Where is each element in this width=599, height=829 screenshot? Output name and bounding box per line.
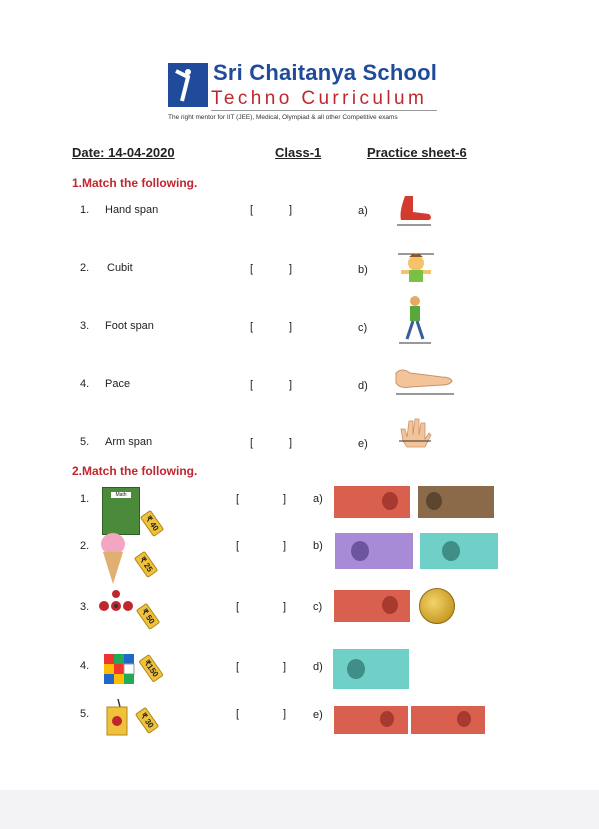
walking-boy-icon (395, 293, 435, 349)
s1-option-letter: b) (358, 264, 368, 276)
s1-item-label: Foot span (105, 320, 154, 332)
bracket-open: [ (236, 661, 240, 673)
section2-title: 2.Match the following. (72, 464, 198, 478)
tagline: The right mentor for IIT (JEE), Medical, Olympiad & all other Competitive exams (168, 114, 398, 121)
bracket-close: ] (289, 321, 293, 333)
header-divider (211, 110, 437, 111)
bracket-close: ] (289, 379, 293, 391)
s1-item-label: Cubit (107, 262, 133, 274)
price-tag: ₹ 40 (140, 510, 165, 537)
rs10-note (418, 486, 494, 518)
juice-box-icon (104, 697, 130, 737)
rs20-note (334, 486, 410, 518)
bracket-close: ] (283, 601, 287, 613)
rs50-note (333, 649, 409, 689)
rs5-coin (419, 588, 455, 624)
s2-option-letter: e) (313, 709, 323, 721)
s1-option-letter: e) (358, 438, 368, 450)
price-tag: ₹ 25 (134, 551, 159, 578)
s2-item-number: 2. (80, 540, 90, 552)
s1-item-number: 1. (80, 204, 90, 216)
s1-option-letter: d) (358, 380, 368, 392)
school-name: Sri Chaitanya School (213, 60, 438, 85)
price-tag: ₹ 30 (135, 707, 160, 734)
class-heading: Class-1 (275, 145, 322, 160)
s2-item-number: 5. (80, 708, 90, 720)
bracket-open: [ (250, 321, 254, 333)
bracket-open: [ (250, 204, 254, 216)
bracket-open: [ (250, 263, 254, 275)
rs100-note (335, 533, 413, 569)
foot-icon (395, 192, 435, 228)
hand-icon (395, 415, 435, 451)
sheet-heading: Practice sheet-6 (367, 145, 467, 160)
fidget-spinner-icon (98, 590, 134, 622)
price-tag: ₹150 (138, 654, 164, 683)
s1-option-letter: c) (358, 322, 368, 334)
book-label: Math (111, 492, 131, 498)
rubiks-cube-icon (100, 646, 140, 686)
s2-option-letter: b) (313, 540, 323, 552)
bracket-close: ] (289, 204, 293, 216)
bracket-open: [ (236, 708, 240, 720)
bracket-close: ] (283, 493, 287, 505)
bracket-open: [ (236, 601, 240, 613)
s1-item-label: Arm span (105, 436, 153, 448)
curriculum-name: Techno Curriculum (211, 88, 428, 109)
bracket-open: [ (236, 493, 240, 505)
s1-item-number: 3. (80, 320, 90, 332)
s1-item-label: Pace (105, 378, 131, 390)
rs20-note (411, 706, 485, 734)
bracket-close: ] (289, 263, 293, 275)
page-bottom-band (0, 790, 599, 829)
s2-option-letter: d) (313, 661, 323, 673)
s1-item-number: 2. (80, 262, 90, 274)
school-logo (168, 63, 208, 107)
ice-cream-icon (98, 530, 128, 586)
bracket-close: ] (283, 708, 287, 720)
date-heading: Date: 14-04-2020 (72, 145, 175, 160)
price-tag: ₹ 50 (136, 603, 161, 630)
child-arm-span-icon (395, 248, 437, 284)
s1-option-letter: a) (358, 205, 368, 217)
bracket-close: ] (283, 661, 287, 673)
s2-item-number: 1. (80, 493, 90, 505)
rs50-note (420, 533, 498, 569)
s2-option-letter: a) (313, 493, 323, 505)
s2-option-letter: c) (313, 601, 323, 613)
bracket-close: ] (289, 437, 293, 449)
bracket-open: [ (250, 379, 254, 391)
forearm-icon (392, 363, 458, 399)
bracket-open: [ (250, 437, 254, 449)
rs20-note (334, 706, 408, 734)
section1-title: 1.Match the following. (72, 176, 198, 190)
bracket-close: ] (283, 540, 287, 552)
bracket-open: [ (236, 540, 240, 552)
math-book-icon (102, 487, 140, 535)
s1-item-label: Hand span (105, 204, 159, 216)
s2-item-number: 4. (80, 660, 90, 672)
s1-item-number: 5. (80, 436, 90, 448)
s2-item-number: 3. (80, 601, 90, 613)
s1-item-number: 4. (80, 378, 90, 390)
rs20-note (334, 590, 410, 622)
